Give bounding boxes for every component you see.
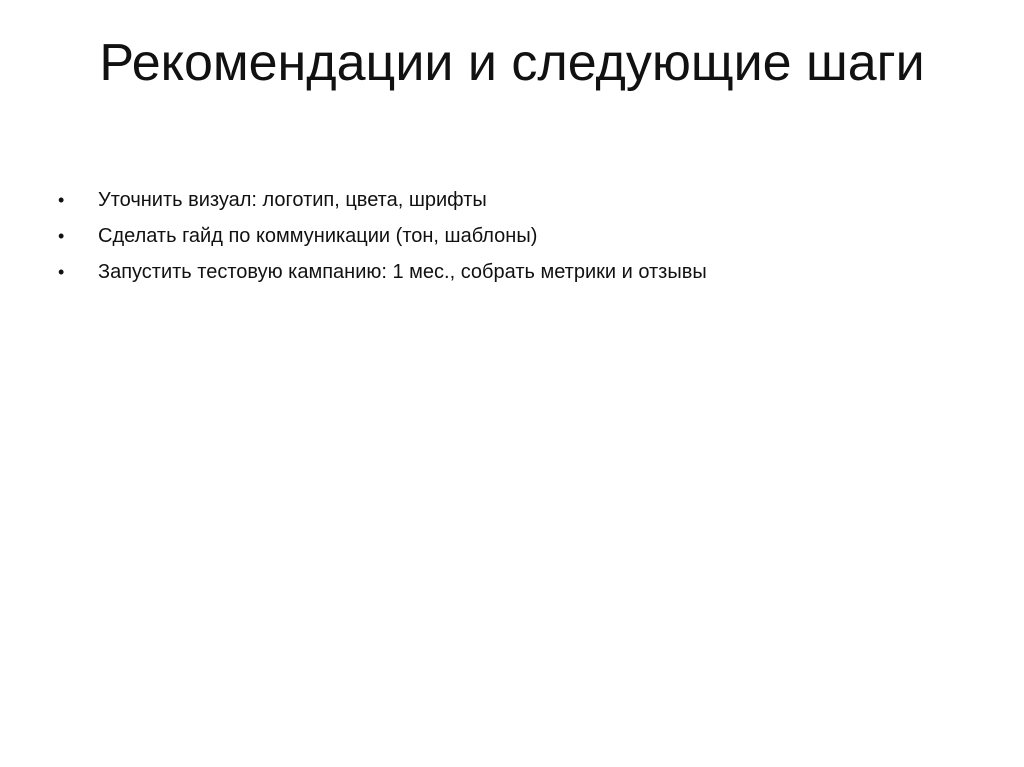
bullet-text: Уточнить визуал: логотип, цвета, шрифты xyxy=(98,189,487,211)
bullet-item xyxy=(54,254,974,290)
bullet-item xyxy=(54,182,974,218)
bullet-text: Сделать гайд по коммуникации (тон, шаблоны) xyxy=(98,225,538,247)
bullet-text: Запустить тестовую кампанию: 1 мес., собрать метрики и отзывы xyxy=(98,261,707,283)
bullet-item xyxy=(54,218,974,254)
bullet-marker-icon: • xyxy=(58,190,65,210)
bullet-marker-icon: • xyxy=(58,226,65,246)
slide-title: Рекомендации и следующие шаги xyxy=(99,34,925,92)
bullet-marker-icon: • xyxy=(58,262,65,282)
bullet-list xyxy=(54,182,974,290)
